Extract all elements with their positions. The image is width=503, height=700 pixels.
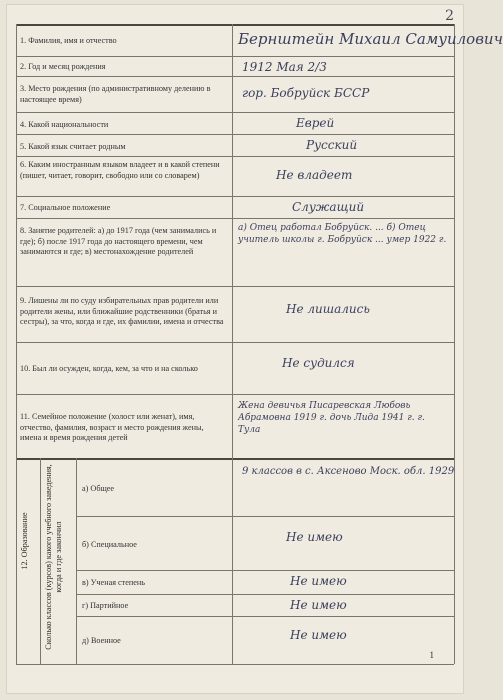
q6-label: 6. Каким иностранным языком владеет и в какой степени (пишет, читает, говорит, свободно или со словарем) [20, 160, 220, 180]
edu-degree-label: в) Ученая степень [82, 578, 145, 587]
q11-label: 11. Семейное положение (холост или женат), имя, отчество, фамилия, возраст и место рождения жены, имена и время рождения детей [20, 412, 204, 442]
q7-label: 7. Социальное положение [20, 203, 111, 212]
a9-voting-rights: Не лишались [286, 302, 370, 316]
education-section-label: 12. Образование [20, 512, 29, 570]
questionnaire-sheet [6, 4, 503, 694]
edu-military-answer: Не имею [290, 628, 347, 642]
a4-nationality: Еврей [296, 116, 335, 130]
page-number: 2 [445, 8, 454, 24]
a11-family-status: Жена девичья Писаревская Любовь Абрамовна 1919 г. дочь Лида 1941 г. г. Тула [238, 401, 425, 435]
q2-label: 2. Год и месяц рождения [20, 62, 106, 71]
a2-birth-date: 1912 Мая 2/3 [242, 60, 327, 74]
edu-party-answer: Не имею [290, 598, 347, 612]
q9-label: 9. Лишены ли по суду избирательных прав родители или родители жены, или ближайшие родственники (братья и сестры), за что, когда и где, их фамилии, имена и отчества [20, 296, 224, 326]
edu-special-answer: Не имею [286, 530, 343, 544]
a8-parents-occupation: а) Отец работал Бобруйск. ... б) Отец учитель школы г. Бобруйск ... умер 1922 г. [238, 223, 447, 245]
education-sub-label: Сколько классов (курсов) какого учебного заведения, когда и где закончил [44, 464, 63, 650]
q8-label: 8. Занятие родителей: а) до 1917 года (чем занимались и где); б) после 1917 года до настоящего времени, чем занимаются и где; в) местонахождение родителей [20, 226, 217, 256]
q5-label: 5. Какой язык считает родным [20, 142, 126, 151]
a5-native-language: Русский [306, 138, 358, 152]
edu-general-answer: 9 классов в с. Аксеново Моск. обл. 1929 [242, 466, 455, 477]
edu-special-label: б) Специальное [82, 540, 137, 549]
edu-party-label: г) Партийное [82, 601, 129, 610]
edu-general-label: а) Общее [82, 484, 115, 493]
a10-conviction: Не судился [282, 356, 355, 370]
q4-label: 4. Какой национальности [20, 120, 109, 129]
a7-social-status: Служащий [292, 200, 365, 214]
q1-label: 1. Фамилия, имя и отчество [20, 36, 117, 45]
a3-birthplace: гор. Бобруйск БССР [242, 86, 370, 100]
edu-degree-answer: Не имею [290, 574, 347, 588]
q10-label: 10. Был ли осужден, когда, кем, за что и на сколько [20, 364, 198, 373]
a1-full-name: Бернштейн Михаил Самуилович [238, 30, 503, 48]
footer-number: 1 [429, 650, 434, 660]
edu-military-label: д) Военное [82, 636, 121, 645]
q3-label: 3. Место рождения (по административному делению в настоящее время) [20, 84, 211, 104]
a6-foreign-language: Не владеет [276, 168, 353, 182]
